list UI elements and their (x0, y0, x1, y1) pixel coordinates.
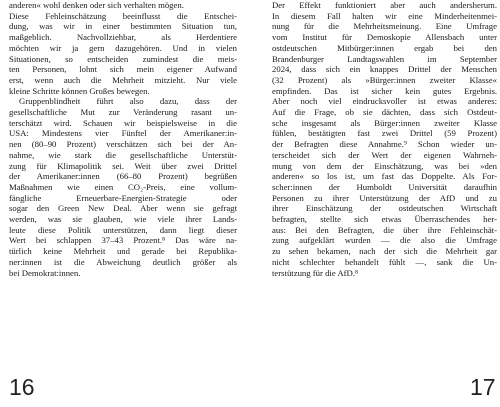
text-line: erst, wenn auch die Mehrheit mitzieht. Nur viele (9, 74, 237, 85)
text-line: Auf die Frage, ob sie dächten, dass sich Ostdeut- (272, 107, 497, 118)
text-line: Gruppenblindheit führt also dazu, dass der (19, 96, 237, 107)
text-line: anderen« so los ist, um fast das Doppelte. Als For- (272, 171, 497, 182)
left-page-number: 16 (9, 374, 35, 400)
text-line: sche insgesamt als Bürger:innen zweiter Klasse (272, 117, 497, 128)
text-line: anderen« wohl denken oder sich verhalten mögen. (9, 0, 184, 10)
text-line: aus: Bei den Befragten, die über ihre Fehleinschät- (272, 224, 497, 235)
text-line: fühlen, bestätigten fast zwei Drittel (59 Prozent) (272, 128, 497, 139)
text-line: In diesem Fall halten wir eine Minderheitenmei- (272, 10, 497, 21)
text-line: Situationen, so entscheiden zumindest die meis- (9, 53, 237, 64)
text-line: zu sehen bekamen, nach der sich die Mehrheit gar (272, 246, 497, 257)
left-page-body-text (9, 0, 237, 278)
text-line: 2024, dass sich ein knappes Drittel der Menschen (272, 64, 497, 75)
text-line: zung aufgeklärt wurden — die also die Umfrage (272, 235, 497, 246)
text-line: zung für Klimapolitik sei. Weit über zwei Drittel (9, 160, 237, 171)
text-line: sogar den Green New Deal. Aber wenn sie gefragt (9, 203, 237, 214)
text-line: der Befragten diese Annahme.⁹ Schon wieder un- (272, 139, 497, 150)
text-line: werden, was sie glauben, wie viele ihrer Lands- (9, 214, 237, 225)
text-line: ihrer Einschätzung der ostdeutschen Wirtschaft (272, 203, 497, 214)
text-line: scher:innen der Humboldt Universität daraufhin (272, 181, 497, 192)
text-line: bei Demokrat:innen. (9, 267, 81, 278)
text-line: Diese Fehleinschätzung beeinflusst die Entschei- (9, 10, 237, 21)
text-line: maßgeblich. Nachvollziehbar, als Herdentiere (9, 32, 237, 43)
text-line: Maßnahmen wie einen CO₂-Preis, eine vollum- (9, 181, 237, 192)
text-line: befragten, stellte sich etwas Überraschendes her- (272, 214, 497, 225)
text-line: mung von dem der Einschätzung, was bei »den (272, 160, 497, 171)
text-line: ten Personen, lohnt sich mein eigener Aufwand (9, 64, 237, 75)
text-line: nahme, wie stark die gesellschaftliche Unterstüt- (9, 149, 237, 160)
text-line: USA: Mindestens vier Fünftel der Amerikaner:in- (9, 128, 237, 139)
text-line: terstützung für die AfD.⁸ (272, 267, 359, 278)
text-line: gesellschaftliche Mut zur Veränderung rasant un- (9, 107, 237, 118)
text-line: kleine Schritte können Großes bewegen. (9, 85, 150, 96)
text-line: Aber noch viel eindrucksvoller ist etwas anderes: (272, 96, 497, 107)
text-line: fängliche Erneuerbare-Energien-Strategie oder (9, 192, 237, 203)
text-line: terschätzt wird. Schauen wir beispielsweise in die (9, 117, 237, 128)
right-page-number: 17 (470, 374, 496, 400)
text-line: möchten wir ja gern dazugehören. Und in vielen (9, 42, 237, 53)
text-line: nen (80–90 Prozent) verschätzen sich bei der An- (9, 139, 237, 150)
text-line: ostdeutschen Mitbürger:innen ergab bei den (272, 42, 497, 53)
text-line: vom Institut für Demoskopie Allensbach unter (272, 32, 497, 43)
text-line: (32 Prozent) als »Bürger:innen zweiter Klasse« (272, 74, 497, 85)
right-page (250, 0, 500, 407)
text-line: ner:innen ist die Abweichung deutlich größer als (9, 256, 237, 267)
text-line: nung für die Mehrheitsmeinung. Eine Umfrage (272, 21, 497, 32)
right-page-body-text (272, 0, 497, 278)
text-line: empfinden. Das ist sicher kein gutes Ergebnis. (272, 85, 497, 96)
text-line: terscheidet sich der Wert der eigenen Wahrneh- (272, 149, 497, 160)
text-line: der Amerikaner:innen (66–80 Prozent) begrüßen (9, 171, 237, 182)
text-line: Personen zu ihrer Unterstützung der AfD und zu (272, 192, 497, 203)
text-line: Wert bei schlappen 37–43 Prozent.⁸ Das wäre na- (9, 235, 237, 246)
text-line: türlich keine Mehrheit und gerade bei Republika- (9, 246, 237, 257)
text-line: Der Effekt funktioniert aber auch andersherum. (272, 0, 497, 10)
text-line: dung, was wir in einer bestimmten Situation tun, (9, 21, 237, 32)
text-line: Brandenburger Landtagswahlen im September (272, 53, 497, 64)
text-line: nicht schlechter behandelt fühlt —, sank die Un- (272, 256, 497, 267)
text-line: leute diese Politik unterstützen, dann liegt dieser (9, 224, 237, 235)
